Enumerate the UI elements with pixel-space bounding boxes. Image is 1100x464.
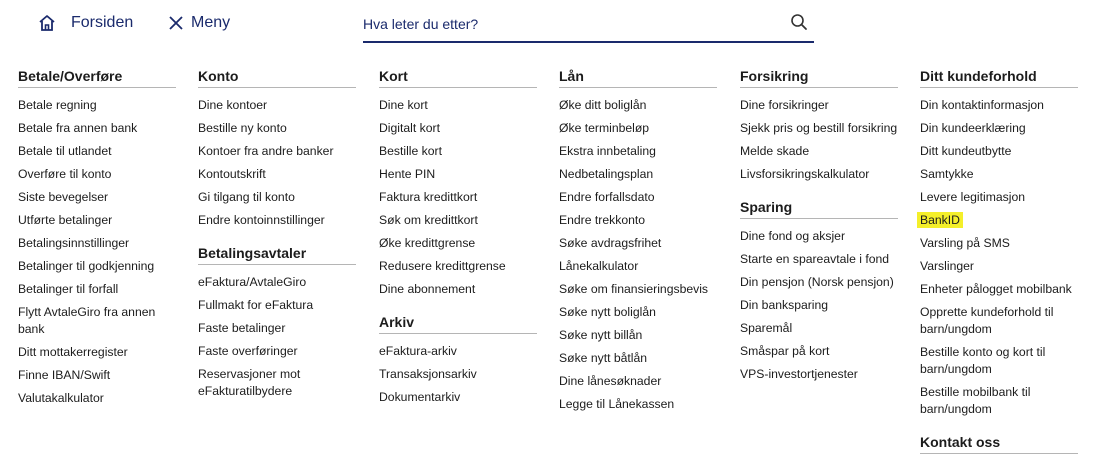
menu-item [920,384,1078,418]
menu-item [740,97,898,114]
menu-item [740,143,898,160]
menu-item [559,373,717,390]
menu-link[interactable]: Søke avdragsfrihet [559,236,662,250]
menu-item [740,251,898,268]
menu-item [198,143,356,160]
menu-item [379,189,537,206]
menu-link[interactable]: Transaksjonsarkiv [379,367,477,381]
menu-link[interactable]: Gi tilgang til konto [198,190,295,204]
menu-link[interactable]: Søke nytt båtlån [559,351,648,365]
menu-link[interactable]: Reservasjoner mot eFakturatilbydere [198,367,301,398]
section-heading: Lån [559,68,717,88]
menu-column [198,68,356,416]
menu-item [559,120,717,137]
menu-link[interactable]: Øke ditt boliglån [559,98,647,112]
menu-link[interactable]: Sjekk pris og bestill forsikring [740,121,898,135]
menu-item [18,97,176,114]
menu-column [379,68,537,422]
menu-item [18,258,176,275]
menu-link[interactable]: Søke nytt boliglån [559,305,656,319]
menu-link[interactable]: Bestille mobilbank til barn/ungdom [920,385,1031,416]
menu-link[interactable]: Varslinger [920,259,974,273]
menu-item [559,97,717,114]
menu-item [379,366,537,383]
menu-item [379,97,537,114]
menu-item [18,143,176,160]
menu-column [559,68,717,429]
section-heading: Betalingsavtaler [198,245,356,265]
menu-item [379,120,537,137]
section-heading: Forsikring [740,68,898,88]
menu-link[interactable]: Faste overføringer [198,344,298,358]
section-links [379,343,537,406]
menu-item [18,189,176,206]
menu-link[interactable]: Utførte betalinger [18,213,113,227]
menu-item [18,344,176,361]
menu-item [18,212,176,229]
menu-column [740,68,898,399]
section-links [920,97,1078,418]
menu-item [559,281,717,298]
menu-link[interactable]: Melde skade [740,144,810,158]
menu-item [559,350,717,367]
section-heading: Kontakt oss [920,434,1078,454]
menu-item [740,228,898,245]
home-icon [38,14,56,32]
menu-item [379,212,537,229]
menu-button[interactable] [168,12,230,34]
menu-section [18,68,176,407]
menu-link[interactable]: Søke nytt billån [559,328,643,342]
menu-link[interactable]: Din kundeerklæring [920,121,1026,135]
menu-link[interactable]: Nedbetalingsplan [559,167,654,181]
menu-link[interactable]: eFaktura-arkiv [379,344,457,358]
menu-link[interactable]: Samtykke [920,167,974,181]
menu-item [198,297,356,314]
menu-item [559,327,717,344]
menu-link[interactable]: Øke terminbeløp [559,121,650,135]
menu-item [198,166,356,183]
menu-item [18,235,176,252]
section-heading: Kort [379,68,537,88]
menu-item [559,189,717,206]
menu-link[interactable]: Betalingsinnstillinger [18,236,130,250]
menu-link[interactable]: Kontoer fra andre banker [198,144,334,158]
section-links [198,274,356,400]
menu-item [559,396,717,413]
section-links [198,97,356,229]
menu-item [198,320,356,337]
menu-section [379,68,537,298]
menu-link[interactable]: Starte en spareavtale i fond [740,252,890,266]
menu-item [379,343,537,360]
search-box [363,8,814,43]
menu-link[interactable]: Din pensjon (Norsk pensjon) [740,275,894,289]
menu-item [920,235,1078,252]
menu-link[interactable]: Siste bevegelser [18,190,109,204]
section-heading: Betale/Overføre [18,68,176,88]
menu-link[interactable]: Fullmakt for eFaktura [198,298,314,312]
menu-link[interactable]: Øke kredittgrense [379,236,476,250]
menu-link[interactable]: Bestille konto og kort til barn/ungdom [920,345,1046,376]
menu-item [198,366,356,400]
menu-link[interactable]: Betale fra annen bank [18,121,138,135]
menu-link[interactable]: Betalinger til forfall [18,282,119,296]
menu-link[interactable]: Betale regning [18,98,97,112]
menu-item [920,189,1078,206]
menu-link[interactable]: BankID [917,212,963,228]
menu-link[interactable]: Flytt AvtaleGiro fra annen bank [18,305,156,336]
menu-link[interactable]: eFaktura/AvtaleGiro [198,275,307,289]
menu-column [18,68,176,423]
menu-link[interactable]: Varsling på SMS [920,236,1010,250]
menu-item [920,97,1078,114]
menu-item [379,143,537,160]
menu-item [920,344,1078,378]
menu-link[interactable]: Hente PIN [379,167,436,181]
menu-link[interactable]: Betale til utlandet [18,144,112,158]
menu-item [559,235,717,252]
close-icon [168,15,184,31]
menu-link[interactable]: Endre forfallsdato [559,190,655,204]
menu-link[interactable]: Enheter pålogget mobilbank [920,282,1072,296]
menu-link[interactable]: VPS-investortjenester [740,367,858,381]
menu-link[interactable]: Søk om kredittkort [379,213,478,227]
menu-link[interactable]: Sparemål [740,321,793,335]
section-links [740,228,898,383]
menu-item [920,143,1078,160]
menu-item [379,281,537,298]
menu-item [198,343,356,360]
menu-link[interactable]: Bestille ny konto [198,121,287,135]
menu-link[interactable]: Dine kontoer [198,98,268,112]
menu-item [740,166,898,183]
menu-item [559,143,717,160]
menu-link[interactable]: Småspar på kort [740,344,830,358]
menu-item [379,166,537,183]
menu-item [920,258,1078,275]
menu-link[interactable]: Levere legitimasjon [920,190,1026,204]
menu-item [740,120,898,137]
menu-item [379,389,537,406]
menu-section [920,434,1078,454]
menu-item [18,304,176,338]
menu-section [198,245,356,400]
menu-item [740,320,898,337]
menu-item [740,366,898,383]
menu-link[interactable]: Dine lånesøknader [559,374,662,388]
section-heading: Arkiv [379,314,537,334]
menu-item [740,274,898,291]
menu-section [559,68,717,413]
menu-link[interactable]: Bestille kort [379,144,442,158]
menu-link[interactable]: Ekstra innbetaling [559,144,656,158]
menu-link[interactable]: Dokumentarkiv [379,390,461,404]
menu-link[interactable]: Søke om finansieringsbevis [559,282,709,296]
menu-link[interactable]: Livsforsikringskalkulator [740,167,870,181]
menu-link[interactable]: Dine fond og aksjer [740,229,846,243]
menu-item [198,189,356,206]
menu-link[interactable]: Ditt kundeutbytte [920,144,1012,158]
menu-section [920,68,1078,418]
menu-item [559,166,717,183]
section-links [559,97,717,413]
menu-link[interactable]: Endre kontoinnstillinger [198,213,325,227]
menu-item [18,166,176,183]
menu-section [379,314,537,406]
menu-item [559,258,717,275]
menu-item [379,235,537,252]
section-heading: Sparing [740,199,898,219]
menu-link[interactable]: Betalinger til godkjenning [18,259,155,273]
menu-item [920,120,1078,137]
menu-label: Meny [191,14,231,31]
menu-link[interactable]: Finne IBAN/Swift [18,368,111,382]
section-heading: Konto [198,68,356,88]
home-label: Forsiden [71,14,134,31]
menu-link[interactable]: Overføre til konto [18,167,112,181]
menu-link[interactable]: Redusere kredittgrense [379,259,506,273]
menu-link[interactable]: Ditt mottakerregister [18,345,128,359]
menu-item [920,281,1078,298]
menu-link[interactable]: Dine kort [379,98,428,112]
menu-item [920,304,1078,338]
home-link[interactable] [38,12,133,34]
menu-link[interactable]: Faste betalinger [198,321,286,335]
section-links [379,97,537,298]
menu-link[interactable]: Valutakalkulator [18,391,104,405]
menu-link[interactable]: Endre trekkonto [559,213,646,227]
menu-item [198,120,356,137]
menu-link[interactable]: Din kontaktinformasjon [920,98,1044,112]
menu-item [740,297,898,314]
section-heading: Ditt kundeforhold [920,68,1078,88]
section-links [740,97,898,183]
menu-item [198,212,356,229]
menu-link[interactable]: Lånekalkulator [559,259,639,273]
menu-item [18,390,176,407]
menu-column [920,68,1078,464]
menu-link[interactable]: Faktura kredittkort [379,190,478,204]
menu-link[interactable]: Dine abonnement [379,282,476,296]
top-bar [0,0,1100,50]
menu-item [198,97,356,114]
menu-item [920,166,1078,183]
menu-item [920,212,1078,229]
menu-item [18,281,176,298]
menu-item [559,212,717,229]
menu-item [379,258,537,275]
menu-link[interactable]: Opprette kundeforhold til barn/ungdom [920,305,1054,336]
menu-link[interactable]: Kontoutskrift [198,167,266,181]
menu-section [198,68,356,229]
menu-link[interactable]: Dine forsikringer [740,98,829,112]
menu-section [740,199,898,383]
menu-item [740,343,898,360]
menu-section [740,68,898,183]
menu-link[interactable]: Digitalt kort [379,121,440,135]
menu-item [559,304,717,321]
search-icon[interactable] [790,13,808,31]
menu-link[interactable]: Din banksparing [740,298,829,312]
menu-item [18,367,176,384]
search-input[interactable] [363,12,773,36]
menu-item [198,274,356,291]
menu-link[interactable]: Legge til Lånekassen [559,397,675,411]
menu-item [18,120,176,137]
section-links [18,97,176,407]
